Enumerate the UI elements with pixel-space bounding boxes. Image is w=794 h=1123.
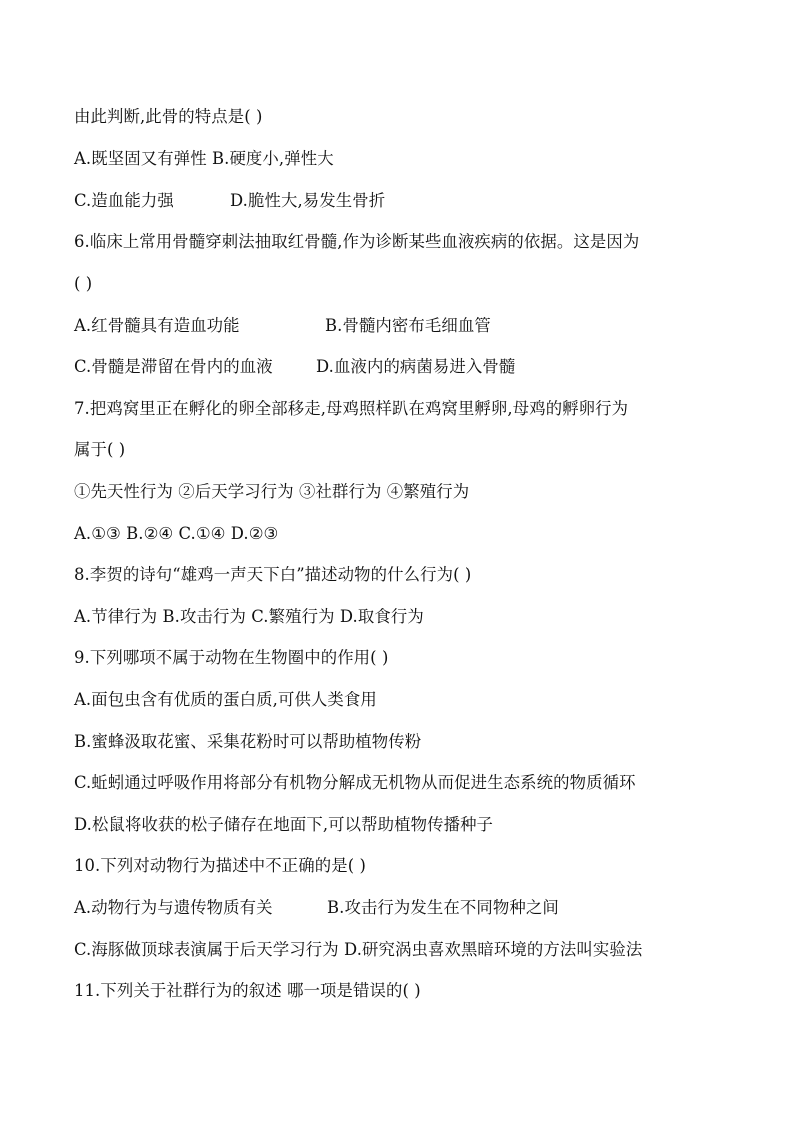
text-line: ( ) (74, 274, 93, 293)
text-line: A.①③ B.②④ C.①④ D.②③ (74, 524, 279, 543)
answer-option: B.骨髓内密布毛细血管 (325, 316, 491, 335)
answer-option: D.脆性大,易发生骨折 (230, 191, 386, 210)
answer-option: D.血液内的病菌易进入骨髓 (316, 357, 516, 376)
text-line: 9.下列哪项不属于动物在生物圈中的作用( ) (74, 648, 389, 667)
text-line: C.蚯蚓通过呼吸作用将部分有机物分解成无机物从而促进生态系统的物质循环 (74, 773, 636, 792)
text-line: 11.下列关于社群行为的叙述 哪一项是错误的( ) (74, 981, 421, 1000)
text-line (74, 894, 734, 922)
text-line: ①先天性行为 ②后天学习行为 ③社群行为 ④繁殖行为 (74, 482, 470, 501)
text-line: A.既坚固又有弹性 B.硬度小,弹性大 (74, 149, 334, 168)
text-line: A.节律行为 B.攻击行为 C.繁殖行为 D.取食行为 (74, 607, 424, 626)
text-line: 6.临床上常用骨髓穿刺法抽取红骨髓,作为诊断某些血液疾病的依据。这是因为 (74, 232, 640, 251)
text-line: D.松鼠将收获的松子储存在地面下,可以帮助植物传播种子 (74, 815, 494, 834)
text-line: 10.下列对动物行为描述中不正确的是( ) (74, 856, 367, 875)
text-line: 8.李贺的诗句“雄鸡一声天下白”描述动物的什么行为( ) (74, 565, 472, 584)
text-line: A.面包虫含有优质的蛋白质,可供人类食用 (74, 690, 377, 709)
answer-option: C.造血能力强 (74, 191, 174, 210)
text-line: C.海豚做顶球表演属于后天学习行为 D.研究涡虫喜欢黑暗环境的方法叫实验法 (74, 940, 643, 959)
answer-option: C.骨髓是滞留在骨内的血液 (74, 357, 273, 376)
text-line: 属于( ) (74, 440, 126, 459)
answer-option: A.红骨髓具有造血功能 (74, 316, 240, 335)
text-line: 由此判断,此骨的特点是( ) (74, 107, 263, 126)
text-line: B.蜜蜂汲取花蜜、采集花粉时可以帮助植物传粉 (74, 732, 422, 751)
text-line (74, 312, 734, 340)
answer-option: A.动物行为与遗传物质有关 (74, 898, 273, 917)
text-line (74, 353, 734, 381)
text-line (74, 187, 734, 215)
text-line: 7.把鸡窝里正在孵化的卵全部移走,母鸡照样趴在鸡窝里孵卵,母鸡的孵卵行为 (74, 399, 629, 418)
answer-option: B.攻击行为发生在不同物种之间 (327, 898, 559, 917)
